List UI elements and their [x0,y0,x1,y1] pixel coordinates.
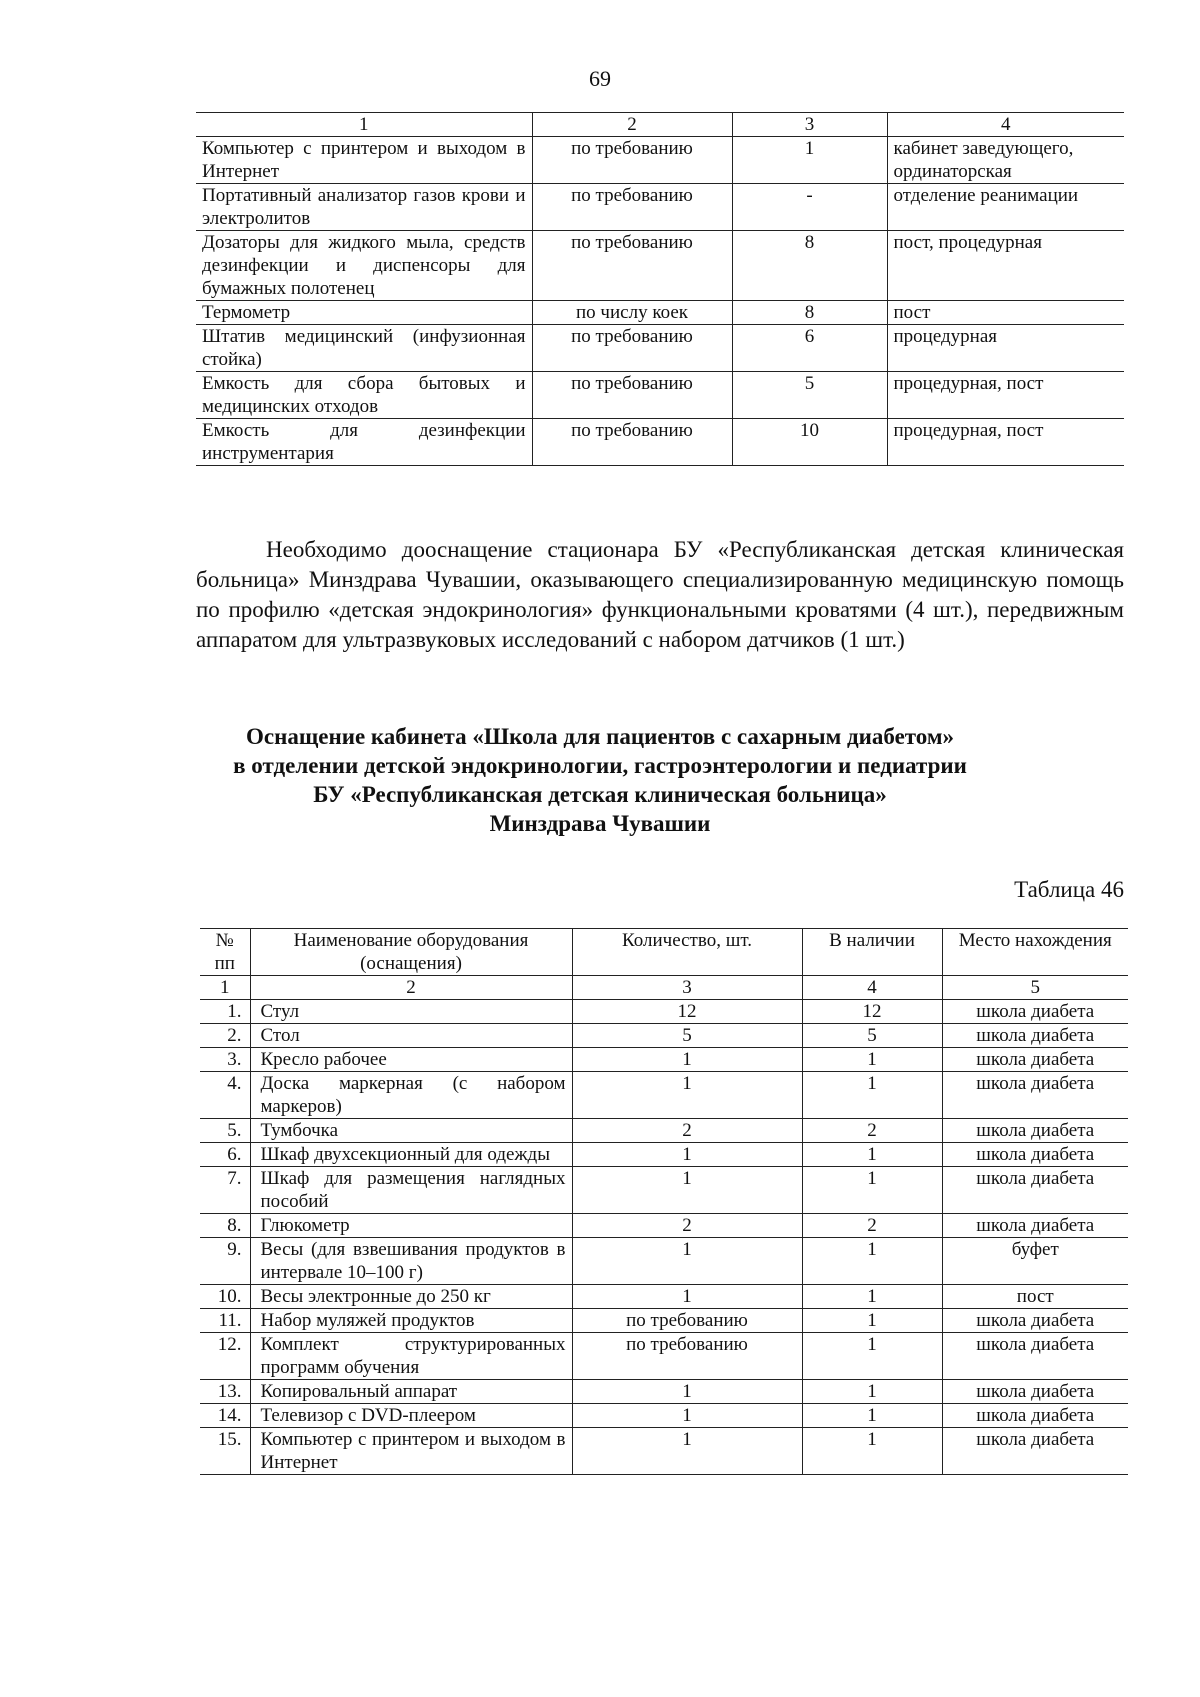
row-number: 4. [200,1072,250,1119]
column-number: 4 [802,976,942,1000]
item-name: Весы электронные до 250 кг [250,1285,572,1309]
row-number: 7. [200,1167,250,1214]
row-number: 3. [200,1048,250,1072]
item-name: Дозаторы для жидкого мыла, средств дезинфекции и диспенсоры для бумажных полотенец [196,231,532,301]
table-row [200,1167,1128,1214]
item-available: 1 [802,1072,942,1119]
item-location: пост [942,1285,1128,1309]
item-quantity: 1 [572,1072,802,1119]
item-location: школа диабета [942,1143,1128,1167]
row-number: 2. [200,1024,250,1048]
item-quantity: - [732,184,887,231]
table-row [200,1309,1128,1333]
item-quantity: 2 [572,1214,802,1238]
item-name: Копировальный аппарат [250,1380,572,1404]
diabetes-school-equipment-table [200,928,1128,1475]
column-number: 2 [532,113,732,137]
item-name: Глюкометр [250,1214,572,1238]
table-row [200,1048,1128,1072]
item-location: школа диабета [942,1309,1128,1333]
item-location: школа диабета [942,1333,1128,1380]
item-name: Емкость для сбора бытовых и медицинских отходов [196,372,532,419]
table-header-row [200,929,1128,976]
column-number: 4 [887,113,1124,137]
heading-line: Минздрава Чувашии [489,811,711,836]
item-quantity: 1 [572,1380,802,1404]
item-location: отделение реанимации [887,184,1124,231]
row-number: 9. [200,1238,250,1285]
table-header-row [196,113,1124,137]
table-row [196,184,1124,231]
table-row [200,1024,1128,1048]
item-requirement: по требованию [532,184,732,231]
row-number: 11. [200,1309,250,1333]
table-row [196,301,1124,325]
item-available: 1 [802,1380,942,1404]
row-number: 8. [200,1214,250,1238]
item-location: школа диабета [942,1428,1128,1475]
item-requirement: по требованию [532,137,732,184]
item-available: 1 [802,1333,942,1380]
item-name: Шкаф двухсекционный для одежды [250,1143,572,1167]
item-available: 1 [802,1309,942,1333]
table-row [200,1119,1128,1143]
table-row [196,419,1124,466]
equipment-table-continued [196,112,1124,466]
table-row [196,137,1124,184]
item-available: 1 [802,1428,942,1475]
row-number: 15. [200,1428,250,1475]
heading-line: БУ «Республиканская детская клиническая больница» [313,782,887,807]
row-number: 5. [200,1119,250,1143]
item-available: 1 [802,1143,942,1167]
item-quantity: 10 [732,419,887,466]
item-name: Штатив медицинский (инфузионная стойка) [196,325,532,372]
table-row [200,1333,1128,1380]
item-quantity: по требованию [572,1333,802,1380]
item-name: Термометр [196,301,532,325]
item-quantity: 8 [732,231,887,301]
item-location: процедурная [887,325,1124,372]
item-location: школа диабета [942,1072,1128,1119]
item-available: 12 [802,1000,942,1024]
column-numbering-row [200,976,1128,1000]
row-number: 12. [200,1333,250,1380]
heading-line: в отделении детской эндокринологии, гастроэнтерологии и педиатрии [233,753,967,778]
item-name: Портативный анализатор газов крови и электролитов [196,184,532,231]
item-requirement: по требованию [532,325,732,372]
item-name: Набор муляжей продуктов [250,1309,572,1333]
table-row [200,1285,1128,1309]
item-requirement: по числу коек [532,301,732,325]
item-quantity: 1 [572,1167,802,1214]
item-location: школа диабета [942,1048,1128,1072]
column-number: 3 [732,113,887,137]
table-row [196,325,1124,372]
column-number: 3 [572,976,802,1000]
row-number: 6. [200,1143,250,1167]
item-available: 5 [802,1024,942,1048]
item-location: пост [887,301,1124,325]
item-name: Комплект структурированных программ обучения [250,1333,572,1380]
item-quantity: по требованию [572,1309,802,1333]
table-row [200,1000,1128,1024]
item-quantity: 6 [732,325,887,372]
column-number: 1 [196,113,532,137]
item-name: Стул [250,1000,572,1024]
item-quantity: 8 [732,301,887,325]
item-name: Тумбочка [250,1119,572,1143]
table-row [200,1404,1128,1428]
section-heading [0,722,1200,838]
item-available: 2 [802,1214,942,1238]
item-available: 1 [802,1167,942,1214]
row-number: 13. [200,1380,250,1404]
item-available: 1 [802,1404,942,1428]
body-paragraph [196,535,1124,655]
header-number: № пп [200,929,250,976]
table-row [196,372,1124,419]
item-requirement: по требованию [532,372,732,419]
row-number: 10. [200,1285,250,1309]
item-location: школа диабета [942,1119,1128,1143]
table-row [200,1072,1128,1119]
item-location: школа диабета [942,1404,1128,1428]
item-quantity: 12 [572,1000,802,1024]
item-location: школа диабета [942,1380,1128,1404]
table-label: Таблица 46 [1014,877,1124,902]
header-available: В наличии [802,929,942,976]
header-quantity: Количество, шт. [572,929,802,976]
table-row [200,1214,1128,1238]
table-row [196,231,1124,301]
item-quantity: 1 [732,137,887,184]
item-quantity: 1 [572,1428,802,1475]
item-location: пост, процедурная [887,231,1124,301]
item-name: Компьютер с принтером и выходом в Интернет [196,137,532,184]
item-available: 1 [802,1285,942,1309]
item-name: Кресло рабочее [250,1048,572,1072]
item-location: школа диабета [942,1024,1128,1048]
item-location: школа диабета [942,1214,1128,1238]
item-location: кабинет заведующего, ординаторская [887,137,1124,184]
heading-line: Оснащение кабинета «Школа для пациентов с сахарным диабетом» [245,724,955,749]
item-location: процедурная, пост [887,419,1124,466]
table-row [200,1143,1128,1167]
item-name: Компьютер с принтером и выходом в Интернет [250,1428,572,1475]
item-quantity: 1 [572,1143,802,1167]
item-location: школа диабета [942,1167,1128,1214]
header-location: Место нахождения [942,929,1128,976]
item-quantity: 5 [732,372,887,419]
header-name: Наименование оборудования (оснащения) [250,929,572,976]
column-number: 5 [942,976,1128,1000]
item-requirement: по требованию [532,419,732,466]
page-number: 69 [589,66,611,91]
item-quantity: 1 [572,1238,802,1285]
item-name: Стол [250,1024,572,1048]
table-row [200,1238,1128,1285]
item-quantity: 1 [572,1048,802,1072]
row-number: 14. [200,1404,250,1428]
item-quantity: 5 [572,1024,802,1048]
item-quantity: 2 [572,1119,802,1143]
column-number: 2 [250,976,572,1000]
row-number: 1. [200,1000,250,1024]
item-name: Емкость для дезинфекции инструментария [196,419,532,466]
item-location: школа диабета [942,1000,1128,1024]
item-quantity: 1 [572,1404,802,1428]
item-quantity: 1 [572,1285,802,1309]
item-location: процедурная, пост [887,372,1124,419]
table-row [200,1380,1128,1404]
item-name: Телевизор с DVD-плеером [250,1404,572,1428]
item-name: Весы (для взвешивания продуктов в интервале 10–100 г) [250,1238,572,1285]
paragraph-text: Необходимо дооснащение стационара БУ «Республиканская детская клиническая больница» Минздрава Чувашии, оказывающего специализированную медицинскую помощь по профилю «детская эндокринология» функциональными кроватями (4 шт.), передвижным аппаратом для ультразвуковых исследований с набором датчиков (1 шт.) [196,537,1124,652]
item-available: 2 [802,1119,942,1143]
item-name: Шкаф для размещения наглядных пособий [250,1167,572,1214]
item-requirement: по требованию [532,231,732,301]
item-name: Доска маркерная (с набором маркеров) [250,1072,572,1119]
item-available: 1 [802,1048,942,1072]
column-number: 1 [200,976,250,1000]
table-row [200,1428,1128,1475]
item-available: 1 [802,1238,942,1285]
item-location: буфет [942,1238,1128,1285]
